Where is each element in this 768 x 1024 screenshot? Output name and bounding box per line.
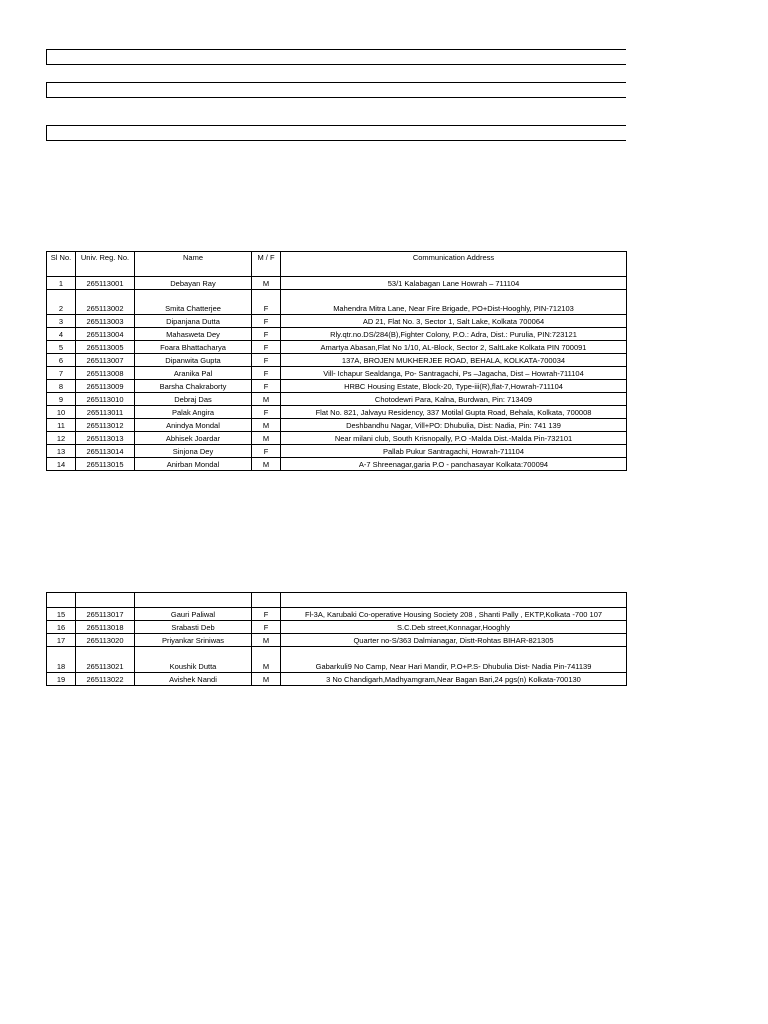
cell-mf: M [252, 419, 281, 432]
cell-sl: 9 [47, 393, 76, 406]
cell-mf: F [252, 406, 281, 419]
cell-mf: F [252, 621, 281, 634]
cell-sl: 7 [47, 367, 76, 380]
cell-addr: Amartya Abasan,Flat No 1/10, AL-Block, Sector 2, SaltLake Kolkata PIN 700091 [281, 341, 627, 354]
cell-sl: 1 [47, 277, 76, 290]
cell-mf: F [252, 367, 281, 380]
cell-sl: 2 [47, 290, 76, 315]
table-row [47, 380, 627, 393]
cell-reg: 265113004 [76, 328, 135, 341]
cell-mf: F [252, 315, 281, 328]
cell-name: Koushik Dutta [135, 647, 252, 673]
cell-mf: F [252, 608, 281, 621]
cell-sl: 14 [47, 458, 76, 471]
cell-sl: 16 [47, 621, 76, 634]
cell-reg: 265113003 [76, 315, 135, 328]
header-box-3 [46, 125, 626, 141]
cell-mf: M [252, 647, 281, 673]
cell-name: Mahasweta Dey [135, 328, 252, 341]
cell-name: Foara Bhattacharya [135, 341, 252, 354]
student-table-1 [46, 251, 627, 471]
cell-sl: 18 [47, 647, 76, 673]
cell-name: Dipanjana Dutta [135, 315, 252, 328]
cell-name: Gauri Paliwal [135, 608, 252, 621]
cell-name: Priyankar Sriniwas [135, 634, 252, 647]
cell-sl: 4 [47, 328, 76, 341]
cell-reg: 265113021 [76, 647, 135, 673]
table-row [47, 445, 627, 458]
cell-mf: M [252, 634, 281, 647]
table-row [47, 367, 627, 380]
cell-name: Debayan Ray [135, 277, 252, 290]
cell-mf: F [252, 341, 281, 354]
cell-mf: F [252, 290, 281, 315]
cell-addr: Flat No. 821, Jalvayu Residency, 337 Motilal Gupta Road, Behala, Kolkata, 700008 [281, 406, 627, 419]
cell-addr: Fl-3A, Karubaki Co-operative Housing Society 208 , Shanti Pally , EKTP,Kolkata -700 107 [281, 608, 627, 621]
cell-addr: 137A, BROJEN MUKHERJEE ROAD, BEHALA, KOLKATA-700034 [281, 354, 627, 367]
cell-mf: M [252, 458, 281, 471]
cell-sl: 11 [47, 419, 76, 432]
cell-sl: 12 [47, 432, 76, 445]
table-row [47, 290, 627, 315]
header-box-2 [46, 82, 626, 98]
cell-mf: F [252, 354, 281, 367]
cell-mf: M [252, 393, 281, 406]
cell-reg: 265113014 [76, 445, 135, 458]
cell-reg: 265113020 [76, 634, 135, 647]
cell-name: Sinjona Dey [135, 445, 252, 458]
cell-name: Anindya Mondal [135, 419, 252, 432]
table-row [47, 341, 627, 354]
table-row [47, 621, 627, 634]
col-header-name: Name [135, 252, 252, 277]
table-row [47, 634, 627, 647]
cell-addr: Gabarkuli9 No Camp, Near Hari Mandir, P.O+P.S- Dhubulia Dist- Nadia Pin-741139 [281, 647, 627, 673]
cell-mf: F [252, 380, 281, 393]
cell-reg: 265113005 [76, 341, 135, 354]
table-row [47, 673, 627, 686]
table-row [47, 354, 627, 367]
cell-mf: M [252, 673, 281, 686]
cell-sl: 15 [47, 608, 76, 621]
cell-addr: HRBC Housing Estate, Block-20, Type-iii(R),flat-7,Howrah-711104 [281, 380, 627, 393]
cell-name: Dipanwita Gupta [135, 354, 252, 367]
cell-mf: M [252, 432, 281, 445]
cell-addr: Rly.qtr.no.DS/284(B),Fighter Colony, P.O.: Adra, Dist.: Purulia, PIN:723121 [281, 328, 627, 341]
cell-reg: 265113011 [76, 406, 135, 419]
cell-addr: Quarter no-S/363 Dalmianagar, Distt-Rohtas BIHAR-821305 [281, 634, 627, 647]
table-row [47, 393, 627, 406]
table-row [47, 315, 627, 328]
col-header-reg: Univ. Reg. No. [76, 252, 135, 277]
cell-reg: 265113007 [76, 354, 135, 367]
cell-sl: 10 [47, 406, 76, 419]
cell-addr: Pallab Pukur Santragachi, Howrah-711104 [281, 445, 627, 458]
student-table-2 [46, 592, 627, 686]
cell-name: Avishek Nandi [135, 673, 252, 686]
table-blank-row [47, 593, 627, 608]
cell-name: Aranika Pal [135, 367, 252, 380]
table-row [47, 419, 627, 432]
cell-addr: AD 21, Flat No. 3, Sector 1, Salt Lake, Kolkata 700064 [281, 315, 627, 328]
cell-name: Smita Chatterjee [135, 290, 252, 315]
cell-mf: M [252, 277, 281, 290]
col-header-addr: Communication Address [281, 252, 627, 277]
cell-reg: 265113013 [76, 432, 135, 445]
cell-addr: Deshbandhu Nagar, Vill+PO: Dhubulia, Dist: Nadia, Pin: 741 139 [281, 419, 627, 432]
cell-reg: 265113010 [76, 393, 135, 406]
cell-name: Srabasti Deb [135, 621, 252, 634]
cell-sl: 19 [47, 673, 76, 686]
table-row [47, 277, 627, 290]
table-row [47, 608, 627, 621]
table-row [47, 406, 627, 419]
cell-sl: 6 [47, 354, 76, 367]
cell-name: Debraj Das [135, 393, 252, 406]
cell-reg: 265113008 [76, 367, 135, 380]
cell-sl: 13 [47, 445, 76, 458]
cell-reg: 265113001 [76, 277, 135, 290]
cell-reg: 265113017 [76, 608, 135, 621]
cell-sl: 17 [47, 634, 76, 647]
cell-reg: 265113009 [76, 380, 135, 393]
table-row [47, 328, 627, 341]
cell-sl: 3 [47, 315, 76, 328]
cell-reg: 265113012 [76, 419, 135, 432]
cell-addr: 3 No Chandigarh,Madhyamgram,Near Bagan Bari,24 pgs(n) Kolkata-700130 [281, 673, 627, 686]
cell-reg: 265113022 [76, 673, 135, 686]
col-header-sl: Sl No. [47, 252, 76, 277]
cell-name: Barsha Chakraborty [135, 380, 252, 393]
cell-addr: A-7 Shreenagar,garia P.O - panchasayar Kolkata:700094 [281, 458, 627, 471]
cell-name: Anirban Mondal [135, 458, 252, 471]
cell-addr: Near milani club, South Krisnopally, P.O -Malda Dist.-Malda Pin-732101 [281, 432, 627, 445]
cell-addr: 53/1 Kalabagan Lane Howrah – 711104 [281, 277, 627, 290]
cell-addr: Mahendra Mitra Lane, Near Fire Brigade, PO+Dist-Hooghly, PIN-712103 [281, 290, 627, 315]
cell-reg: 265113015 [76, 458, 135, 471]
table-row [47, 432, 627, 445]
table-row [47, 647, 627, 673]
cell-mf: F [252, 445, 281, 458]
cell-addr: Vill- Ichapur Sealdanga, Po- Santragachi, Ps –Jagacha, Dist – Howrah-711104 [281, 367, 627, 380]
cell-reg: 265113018 [76, 621, 135, 634]
table-header-row [47, 252, 627, 277]
cell-sl: 5 [47, 341, 76, 354]
cell-name: Abhisek Joardar [135, 432, 252, 445]
cell-reg: 265113002 [76, 290, 135, 315]
cell-addr: Chotodewri Para, Kalna, Burdwan, Pin: 713409 [281, 393, 627, 406]
col-header-mf: M / F [252, 252, 281, 277]
cell-mf: F [252, 328, 281, 341]
cell-addr: S.C.Deb street,Konnagar,Hooghly [281, 621, 627, 634]
cell-name: Palak Angira [135, 406, 252, 419]
table-row [47, 458, 627, 471]
cell-sl: 8 [47, 380, 76, 393]
header-box-1 [46, 49, 626, 65]
